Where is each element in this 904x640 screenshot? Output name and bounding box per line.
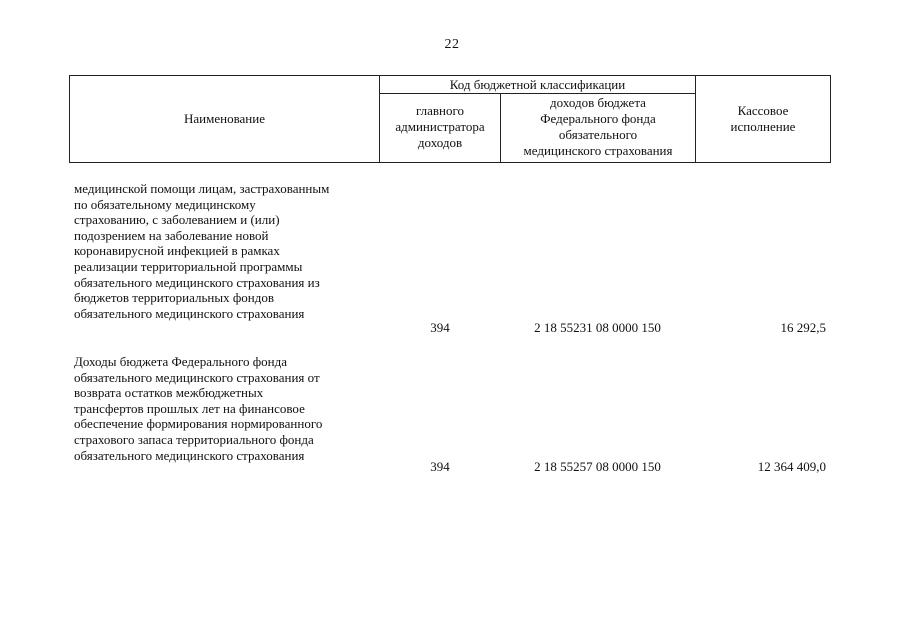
header-income-line: медицинского страхования	[523, 143, 673, 158]
row-name-line: трансфертов прошлых лет на финансовое	[74, 400, 305, 416]
row-name-line: медицинской помощи лицам, застрахованным	[74, 181, 330, 196]
header-name: Наименование	[184, 111, 265, 126]
header-admin	[380, 103, 500, 151]
row-admin-code: 394	[430, 320, 450, 335]
row-execution: 12 364 409,0	[757, 459, 826, 474]
row-name-line: обязательного медицинского страхования	[74, 305, 305, 321]
table-top-border	[69, 75, 831, 76]
header-budget-class-code: Код бюджетной классификации	[449, 77, 626, 92]
row-admin-code: 394	[430, 459, 450, 474]
row-name-line: подозрением на заболевание новой	[74, 227, 269, 243]
header-income-line: доходов бюджета	[550, 95, 646, 110]
header-execution-line: Кассовое	[737, 103, 789, 118]
row-name-line: обязательного медицинского страхования из	[74, 274, 320, 290]
row-income-code: 2 18 55257 08 0000 150	[534, 459, 661, 474]
code-group-divider	[379, 93, 695, 94]
row-name-line: бюджетов территориальных фондов	[74, 290, 275, 306]
header-income-line: обязательного	[558, 127, 638, 142]
row-name	[74, 354, 384, 463]
header-execution-line: исполнение	[730, 119, 796, 134]
header-execution	[696, 103, 830, 135]
row-name-line: страхового запаса территориального фонда	[74, 431, 314, 447]
header-income	[501, 95, 695, 159]
header-admin-line: доходов	[417, 135, 463, 150]
row-name-line: страхованию, с заболеванием и (или)	[74, 212, 280, 228]
row-execution: 16 292,5	[780, 320, 826, 335]
row-name-line: Доходы бюджета Федерального фонда	[74, 354, 288, 369]
row-name	[74, 181, 384, 321]
row-name-line: обязательного медицинского страхования	[74, 447, 305, 463]
header-admin-line: главного	[415, 103, 465, 118]
row-name-line: коронавирусной инфекцией в рамках	[74, 243, 280, 259]
row-name-line: возврата остатков межбюджетных	[74, 385, 264, 401]
table-header-bottom-border	[69, 162, 831, 163]
row-name-line: реализации территориальной программы	[74, 258, 303, 274]
header-income-line: Федерального фонда	[540, 111, 656, 126]
row-income-code: 2 18 55231 08 0000 150	[534, 320, 661, 335]
page-number: 22	[444, 37, 460, 52]
row-name-line: обязательного медицинского страхования от	[74, 369, 320, 385]
row-name-line: по обязательному медицинскому	[74, 196, 256, 212]
table-right-border	[830, 75, 831, 163]
header-admin-line: администратора	[395, 119, 485, 134]
row-name-line: обеспечение формирования нормированного	[74, 416, 323, 432]
